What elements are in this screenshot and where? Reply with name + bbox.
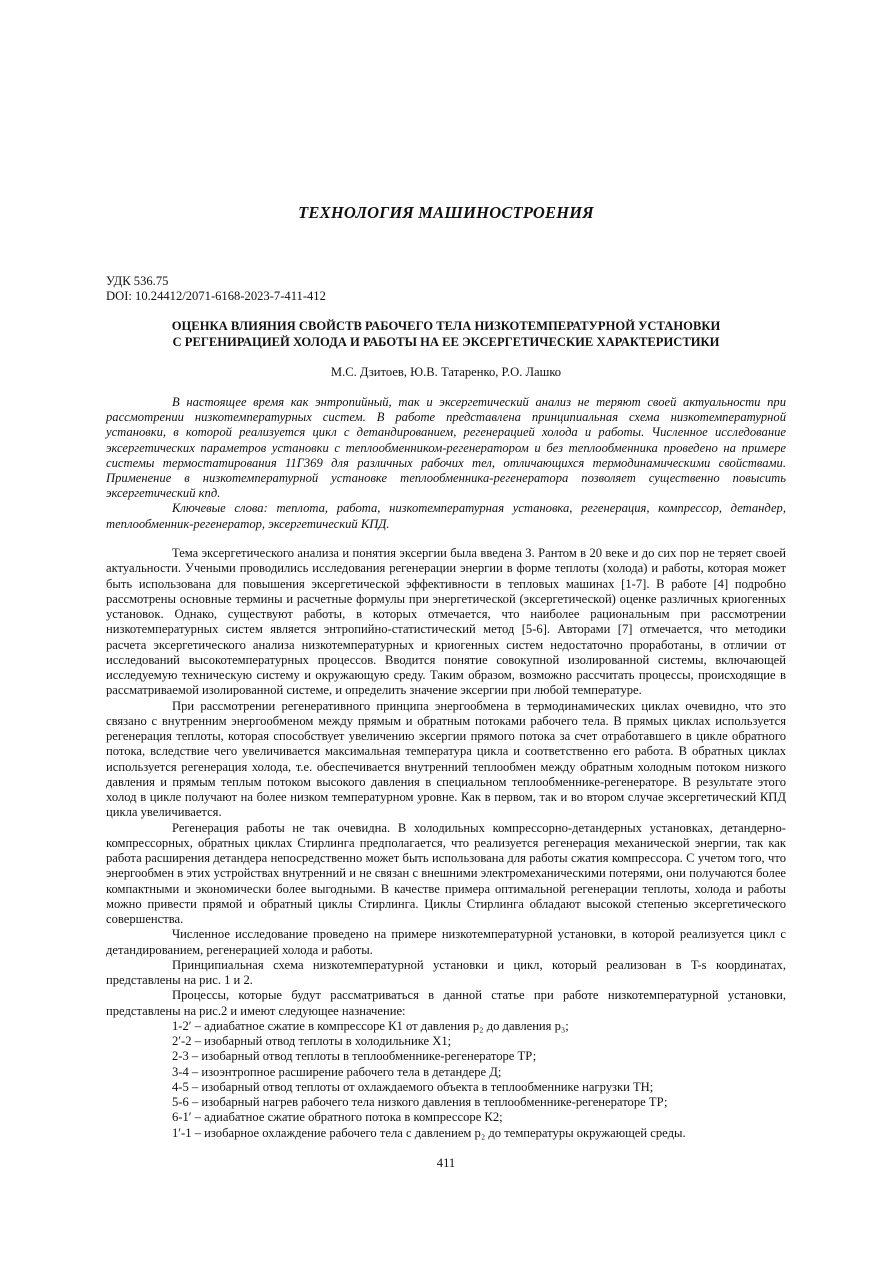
paragraph: Тема эксергетического анализа и понятия эксергии была введена З. Рантом в 20 веке и до сих пор не теряет своей актуальности. Учеными проводились исследования регенерации энергии в форме теплоты (холода) и работы, которая может быть использована для повышения эксергетической эффективности в тепловых машинах [1-7]. В работе [4] подробно рассмотрены основные термины и расчетные формулы при энергетической (эксергетической) оценке различных криогенных установок. Однако, существуют работы, в которых отмечается, что наиболее рациональным при рассмотрении низкотемпературных систем является энтропийно-статистический метод [5-6]. Авторами [7] отмечается, что методики расчета эксергетического анализа низкотемпературных и криогенных систем недостаточно проработаны, в отличии от исследований высокотемпературных процессов. Вводится понятие совокупной изолированной системы, включающей исследуемую техническую систему и окружающую среду. Таким образом, возможно рассчитать процессы, происходящие в рассматриваемой изолированной системе, и определить значение эксергии при любой температуре.: [106, 546, 786, 698]
process-item: 4-5 – изобарный отвод теплоты от охлаждаемого объекта в теплообменнике нагрузки ТН;: [172, 1079, 654, 1094]
process-item: 1-2′ – адиабатное сжатие в компрессоре К1 от давления p₂ до давления p₃;: [172, 1018, 569, 1033]
article-title-line-2: С РЕГЕНИРАЦИЕЙ ХОЛОДА И РАБОТЫ НА ЕЕ ЭКСЕРГЕТИЧЕСКИЕ ХАРАКТЕРИСТИКИ: [172, 335, 720, 349]
paragraph: Регенерация работы не так очевидна. В холодильных компрессорно-детандерных установках, детандерно-компрессорных, обратных циклах Стирлинга предполагается, что реализуется регенерация механической энергии, так как работа расширения детандера непосредственно может быть использована для работы сжатия компрессора. С учетом того, что энергообмен в этих устройствах внутренний и не связан с внешними электромеханическими потерями, они получаются более компактными и экономически более выгодными. В качестве примера оптимальной регенерации теплоты, холода и работы можно привести прямой и обратный циклы Стирлинга. Циклы Стирлинга обладают высокой степенью эксергетического совершенства.: [106, 820, 786, 926]
abstract: В настоящее время как энтропийный, так и эксергетический анализ не теряют своей актуальности при рассмотрении низкотемпературных систем. В работе представлена принципиальная схема низкотемпературной установки, в которой реализуется цикл с детандированием, регенерацией холода и работы. Численное исследование эксергетических параметров установки с теплообменником-регенератором и без теплообменника проведено на примере системы термостатирования 11Г369 для различных рабочих тел, отличающихся термодинамическими свойствами. Применение в низкотемпературной установке теплообменника-регенератора позволяет существенно повысить эксергетический кпд.: [106, 395, 786, 501]
paragraph: Принципиальная схема низкотемпературной установки и цикл, который реализован в T-s координатах, представлены на рис. 1 и 2.: [106, 957, 786, 987]
process-item: 2′-2 – изобарный отвод теплоты в холодильнике Х1;: [172, 1034, 452, 1048]
paragraph: При рассмотрении регенеративного принципа энергообмена в термодинамических циклах очевидно, что это связано с внутренним энергообменом между прямым и обратным потоками рабочего тела. В прямых циклах используется регенерация теплоты, которая способствует увеличению эксергии прямого потока за счет отработавшего в цикле обратного потока, вследствие чего увеличивается максимальная температура цикла и соответственно его работа. В обратных циклах используется регенерация холода, т.е. обеспечивается внутренний теплообмен между обратным холодным потоком низкого давления и прямым теплым потоком высокого давления в специальном теплообменнике-регенераторе. В результате этого холод в цикле получают на более низком температурном уровне. Как в первом, так и во втором случае эксергетический КПД цикла увеличивается.: [106, 698, 786, 820]
udk-code: УДК 536.75: [106, 274, 169, 288]
article-title: [100, 318, 792, 350]
process-item: 6-1′ – адиабатное сжатие обратного потока в компрессоре К2;: [172, 1110, 503, 1125]
article-meta: [106, 274, 326, 304]
paragraph: Процессы, которые будут рассматриваться в данной статье при работе низкотемпературной установки, представлены на рис.2 и имеют следующее назначение:: [106, 988, 786, 1018]
article-title-line-1: ОЦЕНКА ВЛИЯНИЯ СВОЙСТВ РАБОЧЕГО ТЕЛА НИЗКОТЕМПЕРАТУРНОЙ УСТАНОВКИ: [171, 319, 721, 333]
authors: М.С. Дзитоев, Ю.В. Татаренко, Р.О. Лашко: [330, 365, 562, 379]
paragraph: Численное исследование проведено на примере низкотемпературной установки, в которой реализуется цикл с детандированием, регенерацией холода и работы.: [106, 927, 786, 957]
abstract-block: [106, 395, 786, 532]
section-title: ТЕХНОЛОГИЯ МАШИНОСТРОЕНИЯ: [298, 203, 594, 222]
process-item: 5-6 – изобарный нагрев рабочего тела низкого давления в теплообменнике-регенераторе ТР;: [172, 1095, 668, 1109]
process-item: 3-4 – изоэнтропное расширение рабочего тела в детандере Д;: [172, 1064, 502, 1079]
doi: DOI: 10.24412/2071-6168-2023-7-411-412: [106, 289, 326, 303]
keywords: Ключевые слова: теплота, работа, низкотемпературная установка, регенерация, компрессор, детандер, теплообменник-регенератор, эксергетический КПД.: [106, 501, 786, 531]
page-number: 411: [436, 1156, 456, 1170]
process-item: 2-3 – изобарный отвод теплоты в теплообменнике-регенераторе ТР;: [172, 1049, 537, 1064]
body-text: [106, 546, 786, 1141]
process-item: 1′-1 – изобарное охлаждение рабочего тела с давлением p₂ до температуры окружающей среды.: [172, 1125, 686, 1140]
process-list: [106, 1019, 786, 1141]
